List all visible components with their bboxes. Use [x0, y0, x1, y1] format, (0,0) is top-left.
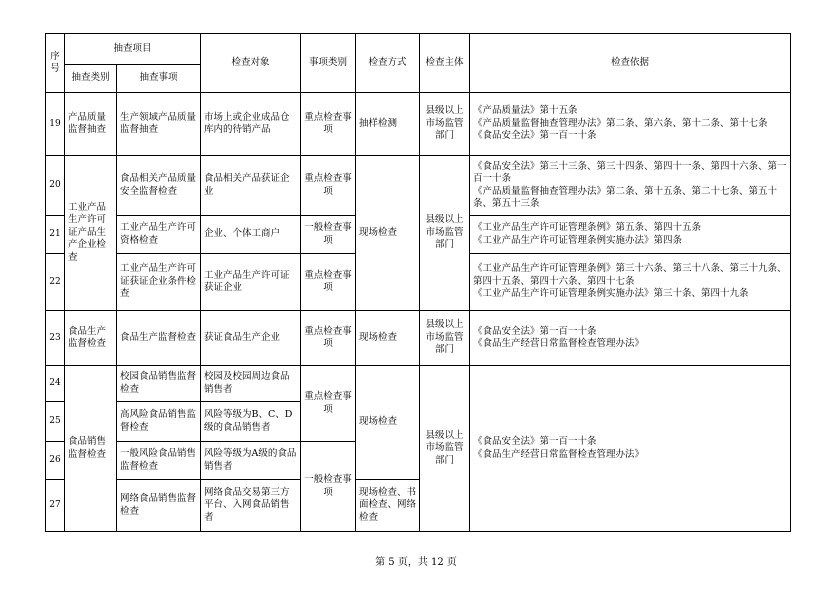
- basis-line: 《工业产品生产许可证管理条例》第五条、第四十五条: [473, 222, 702, 233]
- method-cell: 现场检查: [356, 156, 420, 311]
- basis-cell: [470, 254, 791, 311]
- subject-cell: 县级以上市场监管部门: [420, 366, 470, 532]
- type-cell: 重点检查事项: [301, 93, 356, 156]
- item-cell: 生产领域产品质量监督抽查: [117, 93, 201, 156]
- item-cell: 网络食品销售监督检查: [117, 480, 201, 532]
- type-cell: 重点检查事项: [301, 254, 356, 311]
- basis-line: 《产品质量监督抽查管理办法》第二条、第六条、第十二条、第十七条: [473, 117, 768, 129]
- target-cell: 食品相关产品获证企业: [201, 156, 301, 216]
- basis-cell: [470, 156, 791, 216]
- item-cell: 食品相关产品质量安全监督检查: [117, 156, 201, 216]
- category-cell: 食品生产监督检查: [65, 311, 117, 366]
- basis-line: 《食品安全法》第一百一十条: [473, 325, 597, 337]
- row-number: 24: [46, 366, 65, 402]
- method-cell: 抽样检测: [356, 93, 420, 156]
- subject-cell: 县级以上市场监管部门: [420, 93, 470, 156]
- basis-line: 《食品安全法》第一百一十条: [473, 130, 597, 142]
- type-cell: 重点检查事项: [301, 366, 356, 442]
- target-cell: 获证食品生产企业: [201, 311, 301, 366]
- basis-line: 《工业产品生产许可证管理条例》第三十六条、第三十八条、第三十九条、第四十五条、第四十六条、第四十七条: [473, 263, 787, 287]
- subject-cell: 县级以上市场监管部门: [420, 156, 470, 311]
- row-number: 25: [46, 402, 65, 442]
- basis-line: 《工业产品生产许可证管理条例实施办法》第四条: [473, 234, 683, 246]
- category-cell: 工业产品生产许可证产品生产企业检查: [65, 156, 117, 311]
- target-cell: 校园及校园周边食品销售者: [201, 366, 301, 402]
- subject-cell: 县级以上市场监管部门: [420, 311, 470, 366]
- header-seq: 序号: [46, 34, 65, 93]
- basis-line: 《食品安全法》第三十三条、第三十四条、第四十一条、第四十六条、第一百一十条: [473, 160, 787, 184]
- category-cell: 产品质量监督抽查: [65, 93, 117, 156]
- method-cell: 现场检查: [356, 366, 420, 480]
- basis-line: 《食品生产经营日常监督检查管理办法》: [473, 448, 645, 460]
- basis-cell: [470, 93, 791, 156]
- target-cell: 风险等级为A级的食品销售者: [201, 442, 301, 480]
- basis-line: 《产品质量法》第十五条: [473, 105, 578, 117]
- basis-line: 《工业产品生产许可证管理条例实施办法》第三十条、第四十九条: [473, 288, 749, 300]
- header-category: 抽查类别: [65, 65, 117, 93]
- header-method: 检查方式: [356, 34, 420, 93]
- header-basis: 检查依据: [470, 34, 791, 93]
- item-cell: 食品生产监督检查: [117, 311, 201, 366]
- basis-line: 《产品质量监督抽查管理办法》第二条、第十五条、第二十七条、第五十条、第五十三条: [473, 185, 778, 209]
- basis-cell: [470, 216, 791, 254]
- row-number: 26: [46, 442, 65, 480]
- basis-line: 《食品安全法》第一百一十条: [473, 436, 597, 447]
- row-number: 20: [46, 156, 65, 216]
- page-footer: 第 5 页，共 12 页: [375, 557, 457, 568]
- header-subject: 检查主体: [420, 34, 470, 93]
- table-row: [46, 156, 791, 216]
- header-target: 检查对象: [201, 34, 301, 93]
- type-cell: 重点检查事项: [301, 311, 356, 366]
- target-cell: 市场上或企业成品仓库内的待销产品: [201, 93, 301, 156]
- table-row: [46, 311, 791, 366]
- item-cell: 工业产品生产许可资格检查: [117, 216, 201, 254]
- target-cell: 风险等级为B、C、D级的食品销售者: [201, 402, 301, 442]
- row-number: 22: [46, 254, 65, 311]
- category-cell: 食品销售监督检查: [65, 366, 117, 532]
- method-cell: 现场检查、书面检查、网络检查: [356, 480, 420, 532]
- type-cell: 一般检查事项: [301, 216, 356, 254]
- table-row: [46, 93, 791, 156]
- item-cell: 工业产品生产许可证获证企业条件检查: [117, 254, 201, 311]
- table-row: [46, 366, 791, 402]
- item-cell: 一般风险食品销售监督检查: [117, 442, 201, 480]
- item-cell: 高风险食品销售监督检查: [117, 402, 201, 442]
- type-cell: 一般检查事项: [301, 442, 356, 532]
- header-item: 抽查事项: [117, 65, 201, 93]
- header-type: 事项类别: [301, 34, 356, 93]
- header-item-group: 抽查项目: [65, 34, 201, 65]
- basis-cell: [470, 311, 791, 366]
- row-number: 23: [46, 311, 65, 366]
- method-cell: 现场检查: [356, 311, 420, 366]
- basis-cell: [470, 366, 791, 532]
- row-number: 21: [46, 216, 65, 254]
- target-cell: 网络食品交易第三方平台、入网食品销售者: [201, 480, 301, 532]
- target-cell: 工业产品生产许可证获证企业: [201, 254, 301, 311]
- inspection-table: [45, 33, 791, 532]
- row-number: 19: [46, 93, 65, 156]
- basis-line: 《食品生产经营日常监督检查管理办法》: [473, 338, 645, 349]
- target-cell: 企业、个体工商户: [201, 216, 301, 254]
- row-number: 27: [46, 480, 65, 532]
- type-cell: 重点检查事项: [301, 156, 356, 216]
- item-cell: 校园食品销售监督检查: [117, 366, 201, 402]
